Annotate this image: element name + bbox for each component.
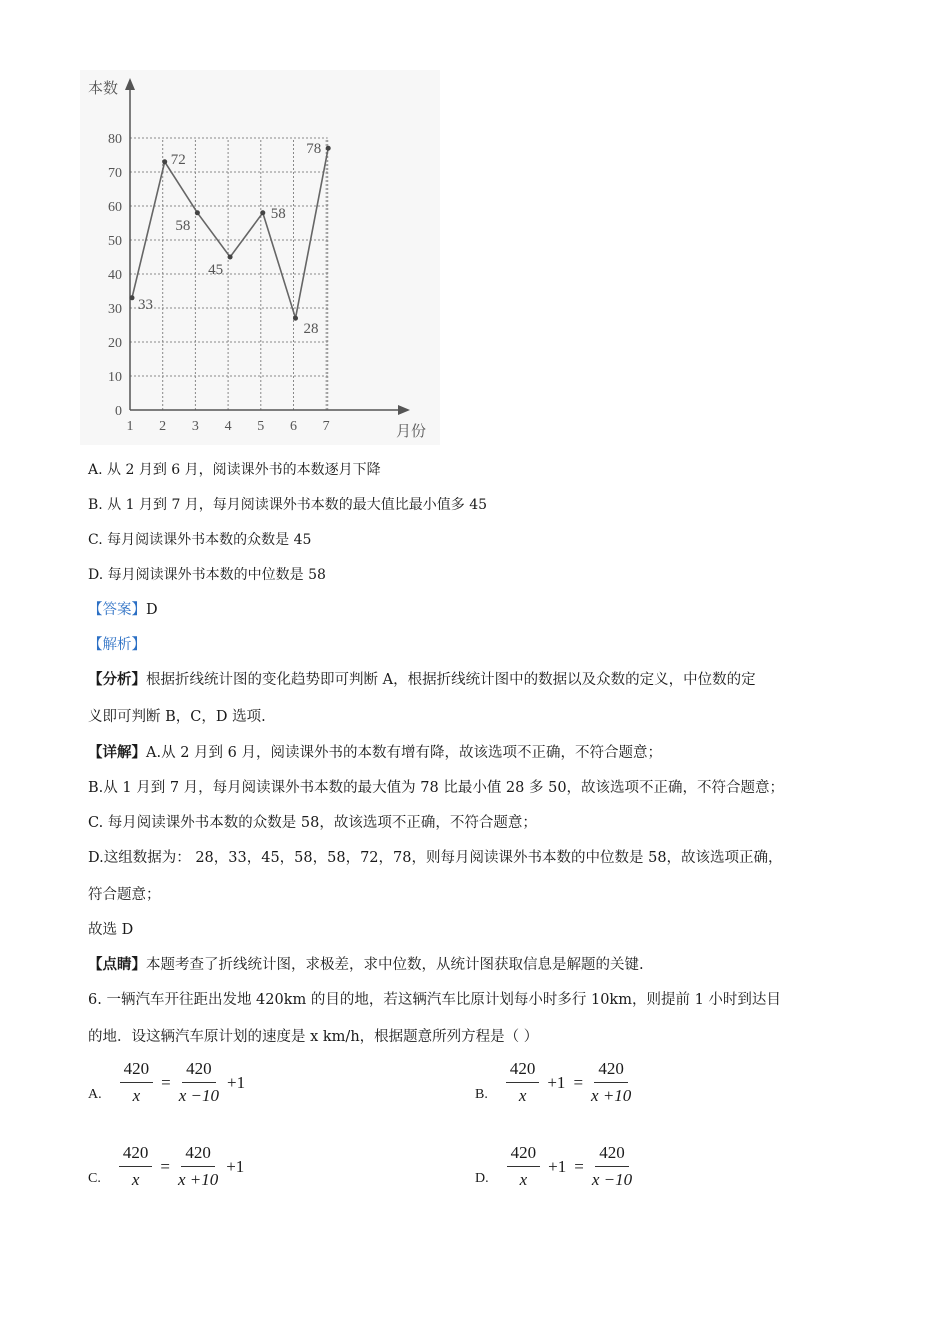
denominator: x <box>519 1170 528 1189</box>
q6-line-1: 6. 一辆汽车开往距出发地 420km 的目的地，若这辆汽车比原计划每小时多行 10km，则提前 1 小时到达目 <box>88 992 781 1008</box>
plus-one: +1 <box>227 1072 246 1092</box>
answer-value: D <box>146 602 158 618</box>
fraction <box>178 1142 218 1191</box>
fraction <box>507 1142 541 1191</box>
fraction <box>120 1058 154 1107</box>
plus-one: +1 <box>547 1072 566 1092</box>
denominator: x +10 <box>177 1170 219 1189</box>
analysis-tag: 【解析】 <box>88 637 146 653</box>
data-point <box>130 295 135 300</box>
q6-line-2: 的地．设这辆汽车原计划的速度是 x km/h，根据题意所列方程是（ ） <box>88 1029 539 1045</box>
y-tick-label: 20 <box>108 336 122 351</box>
fraction <box>179 1058 219 1107</box>
chart-background <box>80 70 440 445</box>
fraction <box>592 1142 632 1191</box>
denominator: x −10 <box>591 1170 633 1189</box>
equation-option-b <box>475 1058 635 1107</box>
detail-a-text: A.从 2 月到 6 月，阅读课外书的本数有增有降，故该选项不正确，不符合题意； <box>146 745 662 761</box>
equals-sign: = <box>161 1072 171 1092</box>
answer-tag: 【答案】 <box>88 602 146 618</box>
plus-one: +1 <box>548 1156 567 1176</box>
fraction <box>506 1058 540 1107</box>
x-tick-label: 5 <box>257 419 265 434</box>
numerator: 420 <box>119 1142 153 1167</box>
option-b: B. 从 1 月到 7 月，每月阅读课外书本数的最大值比最小值多 45 <box>88 497 488 513</box>
numerator: 420 <box>120 1058 154 1083</box>
dianjing-line <box>88 955 644 975</box>
dianjing-tag: 【点睛】 <box>88 956 146 973</box>
data-point <box>162 159 167 164</box>
x-tick-label: 4 <box>224 419 232 434</box>
denominator: x −10 <box>178 1086 219 1105</box>
line-chart-svg <box>80 70 440 445</box>
x-axis-title: 月份 <box>396 424 427 440</box>
equals-sign: = <box>160 1156 170 1176</box>
detail-line-a <box>88 743 662 763</box>
fenxi-text-1: 根据折线统计图的变化趋势即可判断 A，根据折线统计图中的数据以及众数的定义，中位数的定 <box>146 672 756 688</box>
y-tick-label: 10 <box>108 370 122 385</box>
answer-line <box>88 600 158 620</box>
denominator: x +10 <box>591 1086 632 1105</box>
fenxi-line-2: 义即可判断 B，C，D 选项. <box>88 709 266 725</box>
y-tick-label: 30 <box>108 302 122 317</box>
detail-line-b: B.从 1 月到 7 月，每月阅读课外书本数的最大值为 78 比最小值 28 多 50，故该选项不正确，不符合题意； <box>88 780 785 796</box>
y-tick-label: 50 <box>108 234 122 249</box>
data-point <box>293 316 298 321</box>
y-tick-label: 60 <box>108 200 122 215</box>
numerator: 420 <box>182 1058 216 1083</box>
y-tick-label: 80 <box>108 132 122 147</box>
y-axis-title: 本数 <box>88 81 119 97</box>
numerator: 420 <box>506 1058 540 1083</box>
option-c: C. 每月阅读课外书本数的众数是 45 <box>88 532 312 548</box>
fenxi-line-1 <box>88 670 756 690</box>
equation-option-c <box>88 1142 248 1191</box>
eq-a-label: A. <box>88 1086 102 1102</box>
fraction <box>119 1142 153 1191</box>
numerator: 420 <box>181 1142 215 1167</box>
detail-tag: 【详解】 <box>88 744 146 761</box>
eq-c-label: C. <box>88 1170 101 1186</box>
detail-line-d1: D.这组数据为： 28，33，45，58，58，72，78，则每月阅读课外书本数的中位数是 58，故该选项正确， <box>88 850 783 866</box>
equation-option-a <box>88 1058 249 1107</box>
detail-line-d2: 符合题意； <box>88 887 161 903</box>
equation-option-d <box>475 1142 636 1191</box>
numerator: 420 <box>595 1142 629 1167</box>
option-a: A. 从 2 月到 6 月，阅读课外书的本数逐月下降 <box>88 462 381 478</box>
x-tick-label: 2 <box>159 419 167 434</box>
data-label: 58 <box>270 205 286 222</box>
data-point <box>228 255 233 260</box>
data-point <box>326 146 331 151</box>
data-label: 28 <box>303 321 319 338</box>
data-label: 72 <box>170 151 186 168</box>
y-tick-label: 40 <box>108 268 122 283</box>
fenxi-tag: 【分析】 <box>88 671 146 688</box>
data-label: 78 <box>306 141 322 158</box>
line-chart <box>80 70 440 445</box>
equals-sign: = <box>574 1156 584 1176</box>
x-tick-label: 6 <box>289 419 297 434</box>
denominator: x <box>518 1086 527 1105</box>
denominator: x <box>132 1086 141 1105</box>
option-d: D. 每月阅读课外书本数的中位数是 58 <box>88 567 326 583</box>
data-label: 45 <box>208 262 224 278</box>
x-tick-label: 7 <box>322 419 330 434</box>
x-tick-label: 1 <box>126 419 134 434</box>
data-label: 33 <box>138 296 153 313</box>
x-tick-label: 3 <box>191 419 199 434</box>
fraction <box>591 1058 631 1107</box>
data-point <box>195 210 200 215</box>
numerator: 420 <box>507 1142 541 1167</box>
numerator: 420 <box>594 1058 628 1083</box>
y-tick-label: 70 <box>108 166 122 181</box>
data-point <box>260 210 265 215</box>
denominator: x <box>131 1170 140 1189</box>
equals-sign: = <box>573 1072 584 1092</box>
dianjing-text: 本题考查了折线统计图，求极差，求中位数，从统计图获取信息是解题的关键. <box>146 957 644 973</box>
eq-b-label: B. <box>475 1086 488 1102</box>
y-tick-label: 0 <box>115 404 122 419</box>
data-label: 58 <box>175 217 191 234</box>
detail-choose: 故选 D <box>88 922 134 938</box>
detail-line-c: C. 每月阅读课外书本数的众数是 58，故该选项不正确，不符合题意； <box>88 815 537 831</box>
plus-one: +1 <box>226 1156 245 1176</box>
eq-d-label: D. <box>475 1170 489 1186</box>
